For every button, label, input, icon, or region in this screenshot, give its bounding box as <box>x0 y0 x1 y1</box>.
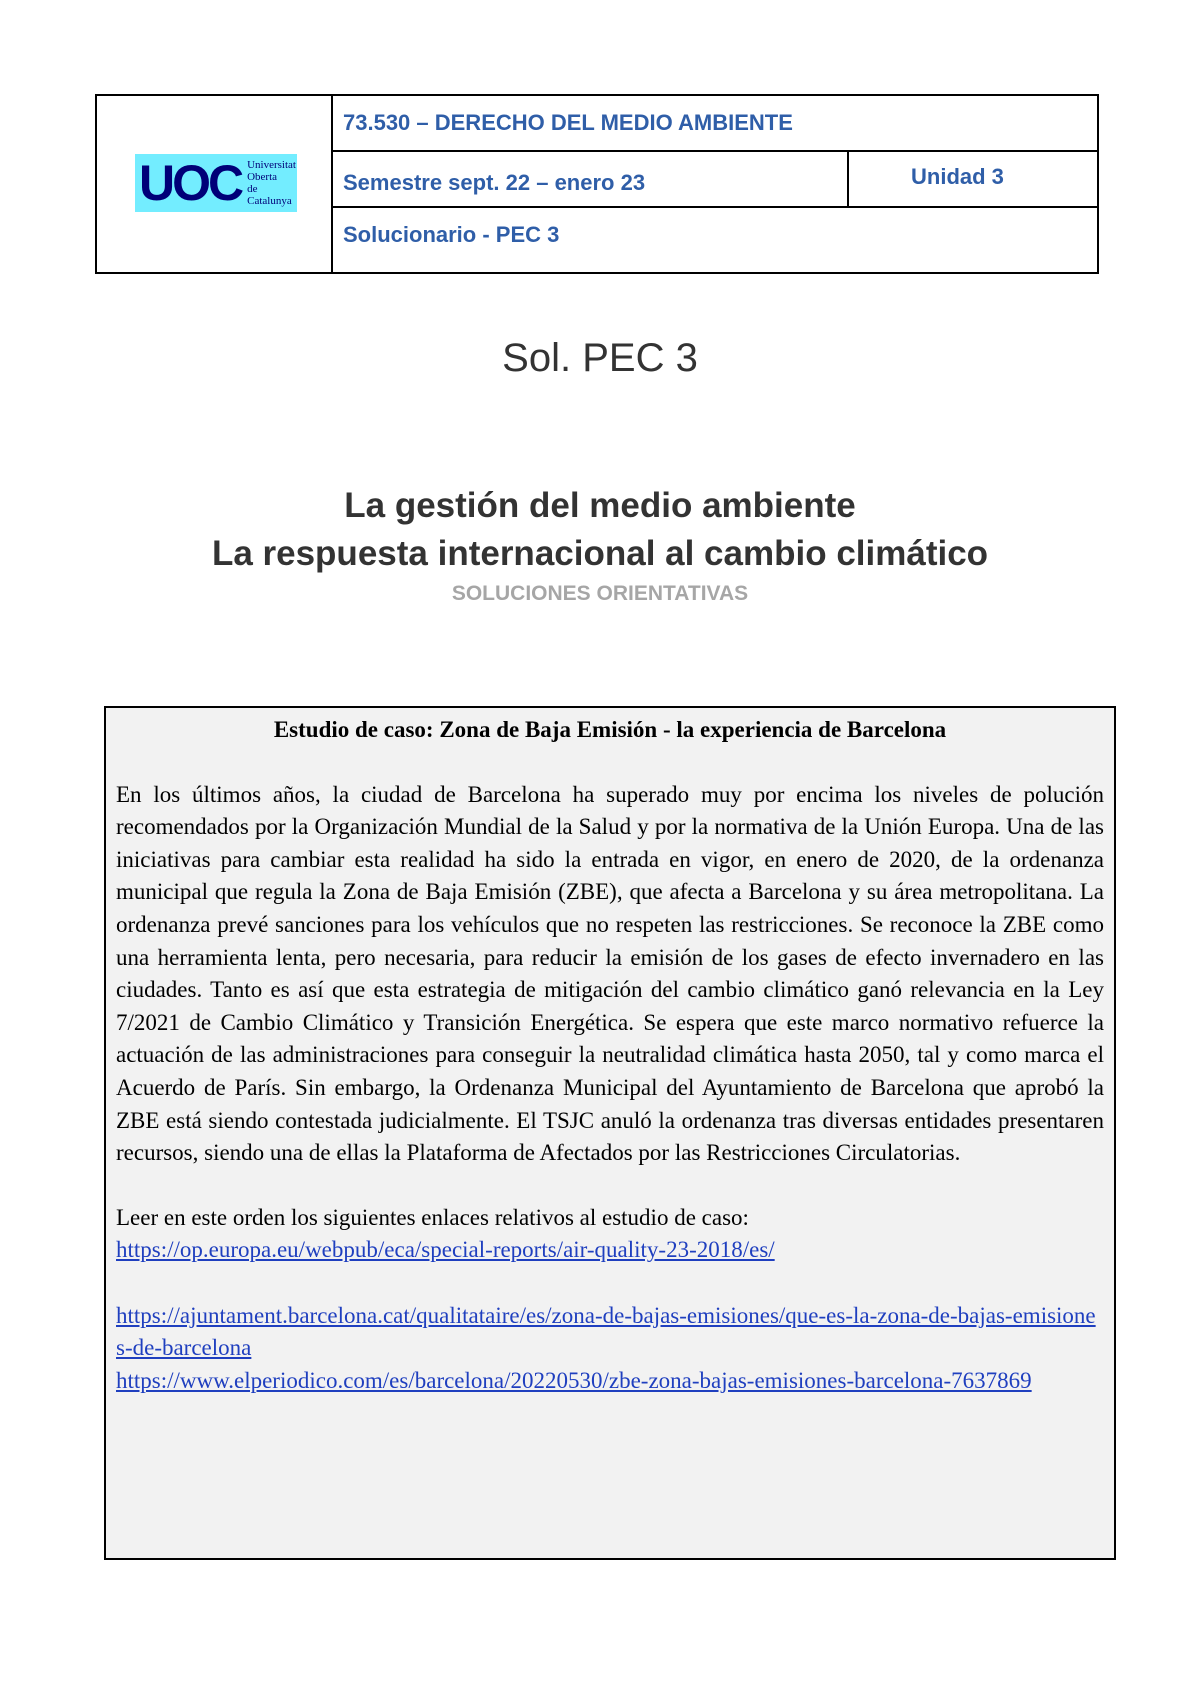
case-title: Estudio de caso: Zona de Baja Emisión - la experiencia de Barcelona <box>273 717 947 742</box>
logo-text-line: de Catalunya <box>247 183 292 207</box>
logo-text-line: Oberta <box>247 171 278 183</box>
doc-type-label: Solucionario - PEC 3 <box>343 222 560 247</box>
logo-text <box>247 159 297 207</box>
spacer <box>116 1267 1104 1300</box>
uoc-logo <box>135 154 297 212</box>
links-intro: Leer en este orden los siguientes enlaces relativos al estudio de caso: <box>116 1204 749 1230</box>
semester-label: Semestre sept. 22 – enero 23 <box>343 170 646 195</box>
header-table <box>95 94 1099 274</box>
subtitle: SOLUCIONES ORIENTATIVAS <box>451 582 749 605</box>
doc-type-row <box>333 208 1097 272</box>
case-body: En los últimos años, la ciudad de Barcelona ha superado muy por encima los niveles de polución recomendados por la Organización Mundial de la Salud y por la normativa de la Unión Europa. Una de las iniciativas para cambiar esta realidad ha sido la entrada en vigor, en enero de 2020, de la ordenanza municipal que regula la Zona de Baja Emisión (ZBE), que afecta a Barcelona y su área metropolitana. La ordenanza prevé sanciones para los vehículos que no respeten las restricciones. Se reconoce la ZBE como una herramienta lenta, pero necesaria, para reducir la emisión de los gases de efecto invernadero en las ciudades. Tanto es así que esta estrategia de mitigación del cambio climático ganó relevancia en la Ley 7/2021 de Cambio Climático y Transición Energética. Se espera que este marco normativo refuerce la actuación de las administraciones para conseguir la neutralidad climática hasta 2050, tal y como marca el Acuerdo de París. Sin embargo, la Ordenanza Municipal del Ayuntamiento de Barcelona que aprobó la ZBE está siendo contestada judicialmente. El TSJC anuló la ordenanza tras diversas entidades presentaren recursos, siendo una de ellas la Plataforma de Afectados por las Restricciones Circulatorias. <box>116 781 1104 1166</box>
unit-cell <box>847 152 1097 206</box>
unit-label: Unidad 3 <box>911 164 1004 189</box>
logo-text-line: Universitat <box>247 159 296 171</box>
link-elperiodico[interactable]: https://www.elperiodico.com/es/barcelona/20220530/zbe-zona-bajas-emisiones-barcelona-7637869 <box>116 1367 1032 1393</box>
logo-mark: UOC <box>139 155 242 211</box>
course-row <box>333 96 1097 152</box>
link-eca-report[interactable]: https://op.europa.eu/webpub/eca/special-reports/air-quality-23-2018/es/ <box>116 1237 775 1263</box>
main-title-line1: La gestión del medio ambiente <box>344 486 856 525</box>
course-title: 73.530 – DERECHO DEL MEDIO AMBIENTE <box>343 110 793 135</box>
main-title-line2: La respuesta internacional al cambio climático <box>211 534 989 573</box>
case-study-box <box>104 706 1116 1560</box>
logo-cell <box>97 96 333 272</box>
link-ajuntament-zbe[interactable]: https://ajuntament.barcelona.cat/qualitataire/es/zona-de-bajas-emisiones/que-es-la-zona-de-bajas-emisiones-de-barcelona <box>116 1302 1096 1361</box>
sol-title: Sol. PEC 3 <box>502 336 698 380</box>
semester-row <box>333 152 1097 208</box>
